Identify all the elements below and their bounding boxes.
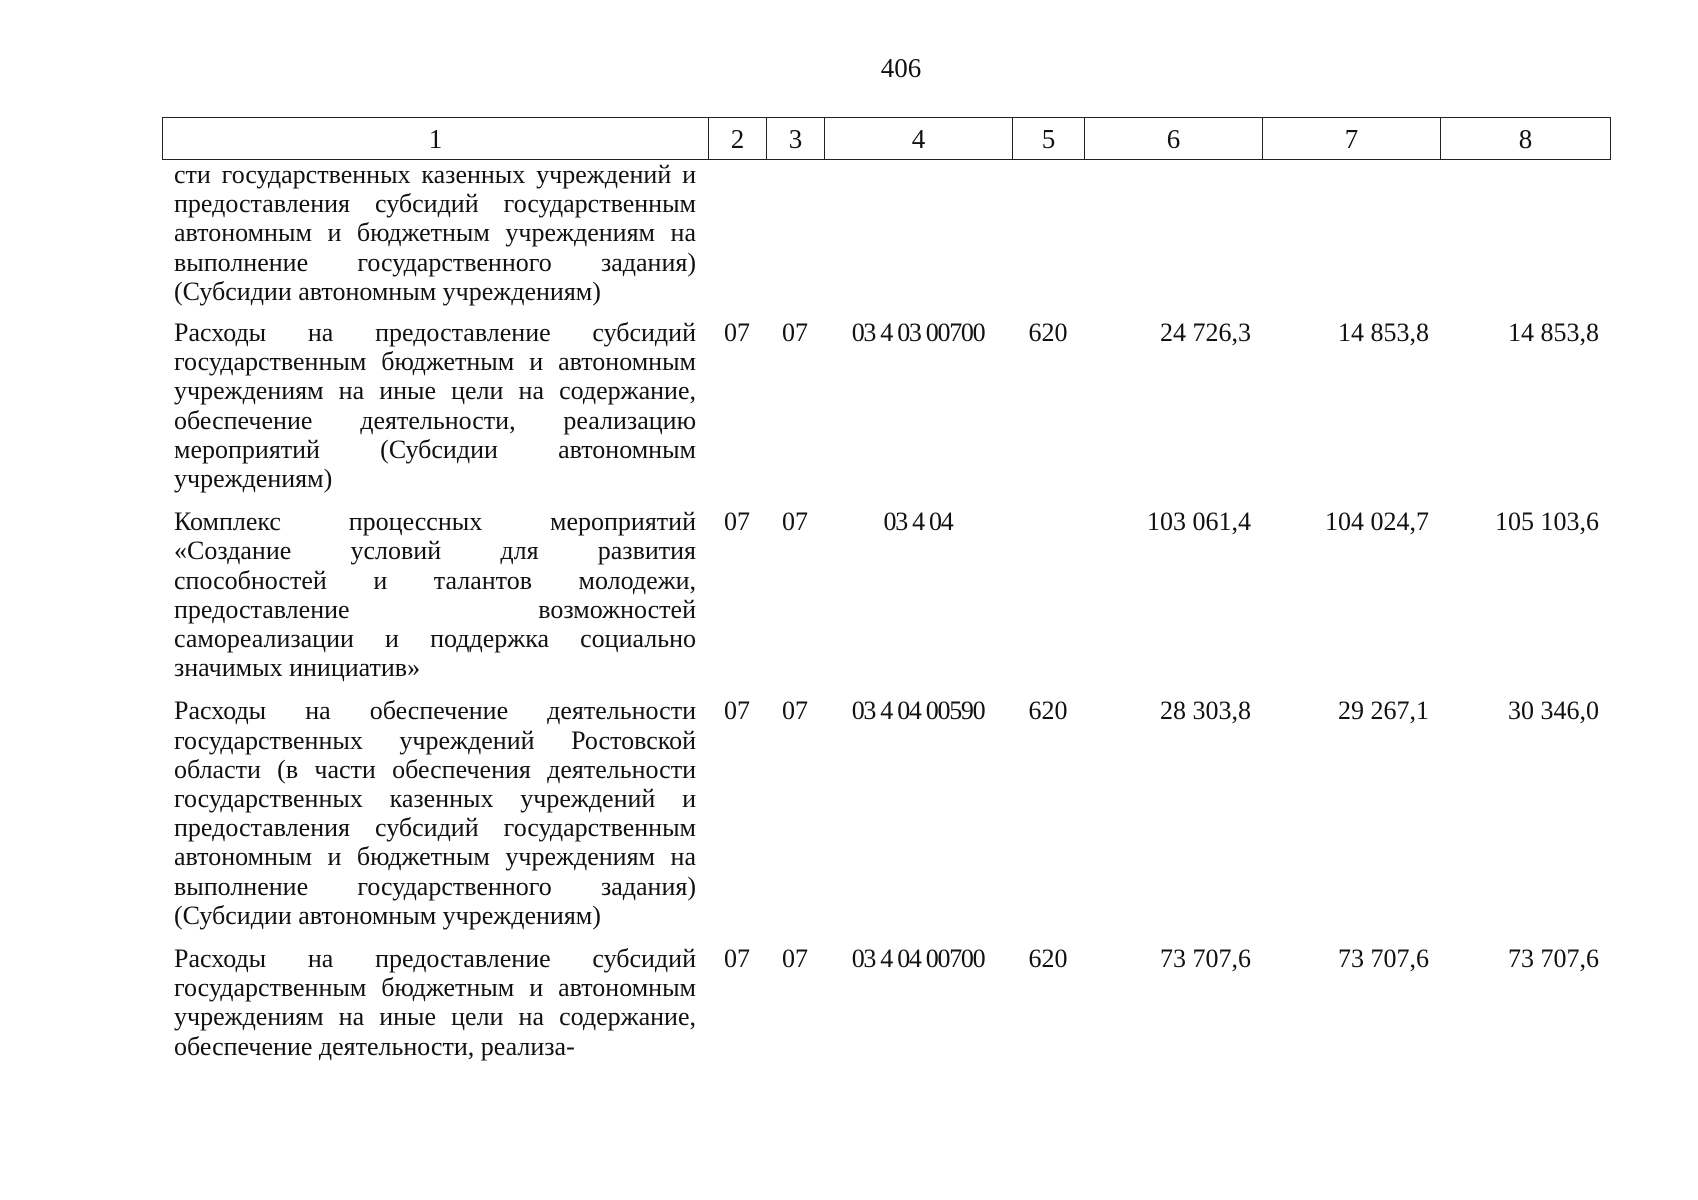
table-row	[162, 160, 1610, 318]
row-target-code: 03 4 04	[883, 507, 953, 537]
row-amount-col7: 29 267,1	[1338, 696, 1429, 726]
row-description: Расходы на предоставление субсидий государственным бюджетным и автономным учреждениям на иные цели на содержание, обеспечение деятельности, реализацию мероприятий (Субсидии автономным учреждениям)	[174, 318, 696, 494]
row-amount-col6: 103 061,4	[1147, 507, 1251, 537]
row-amount-col6: 24 726,3	[1160, 318, 1251, 348]
table-row	[162, 944, 1610, 1075]
header-cell-4: 4	[825, 118, 1013, 160]
row-amount-col7: 104 024,7	[1325, 507, 1429, 537]
page-number: 406	[880, 53, 922, 83]
table-header	[162, 117, 1611, 160]
table-row	[162, 318, 1610, 507]
row-section: 07	[724, 318, 750, 348]
row-description: Расходы на обеспечение деятельности государственных учреждений Ростовской области (в части обеспечения деятельности государственных казенных учреждений и предоставления субсидий государственным автономным и бюджетным учреждениям на выполнение государственного задания) (Субсидии автономным учреждениям)	[174, 696, 696, 930]
row-description: Расходы на предоставление субсидий государственным бюджетным и автономным учреждениям на иные цели на содержание, обеспечение деятельности, реализа-	[174, 944, 696, 1061]
header-row	[163, 118, 1611, 160]
row-section: 07	[724, 696, 750, 726]
row-amount-col8	[1440, 160, 1610, 318]
row-amount-col7	[1262, 160, 1440, 318]
row-subsection: 07	[782, 944, 808, 974]
table-row	[162, 507, 1610, 696]
row-section: 07	[724, 944, 750, 974]
row-amount-col6	[1084, 160, 1262, 318]
row-target-code	[824, 160, 1012, 318]
row-section	[708, 160, 766, 318]
header-cell-6: 6	[1085, 118, 1263, 160]
row-amount-col8: 105 103,6	[1495, 507, 1599, 537]
row-expense-type: 620	[1028, 696, 1068, 726]
row-expense-type: 620	[1028, 318, 1068, 348]
row-amount-col8: 73 707,6	[1508, 944, 1599, 974]
header-cell-5: 5	[1013, 118, 1085, 160]
row-subsection: 07	[782, 696, 808, 726]
table-row	[162, 696, 1610, 944]
row-amount-col8: 14 853,8	[1508, 318, 1599, 348]
row-target-code: 03 4 03 00700	[851, 318, 985, 348]
header-cell-1: 1	[163, 118, 709, 160]
row-subsection: 07	[782, 507, 808, 537]
budget-table	[162, 160, 1610, 1075]
row-amount-col6: 28 303,8	[1160, 696, 1251, 726]
row-amount-col6: 73 707,6	[1160, 944, 1251, 974]
row-description: сти государственных казенных учреждений и предоставления субсидий государственным автономным и бюджетным учреждениям на выполнение государственного задания) (Субсидии автономным учреждениям)	[174, 160, 696, 306]
row-amount-col7: 14 853,8	[1338, 318, 1429, 348]
row-description: Комплекс процессных мероприятий «Создание условий для развития способностей и талантов молодежи, предоставление возможностей самореализации и поддержка социально значимых инициатив»	[174, 507, 696, 683]
row-target-code: 03 4 04 00700	[851, 944, 985, 974]
row-amount-col7: 73 707,6	[1338, 944, 1429, 974]
header-cell-3: 3	[767, 118, 825, 160]
row-subsection	[766, 160, 824, 318]
row-expense-type: 620	[1028, 944, 1068, 974]
row-expense-type	[1012, 507, 1084, 696]
row-amount-col8: 30 346,0	[1508, 696, 1599, 726]
row-target-code: 03 4 04 00590	[851, 696, 985, 726]
row-section: 07	[724, 507, 750, 537]
header-cell-2: 2	[709, 118, 767, 160]
row-expense-type	[1012, 160, 1084, 318]
row-subsection: 07	[782, 318, 808, 348]
header-cell-7: 7	[1263, 118, 1441, 160]
header-cell-8: 8	[1441, 118, 1611, 160]
